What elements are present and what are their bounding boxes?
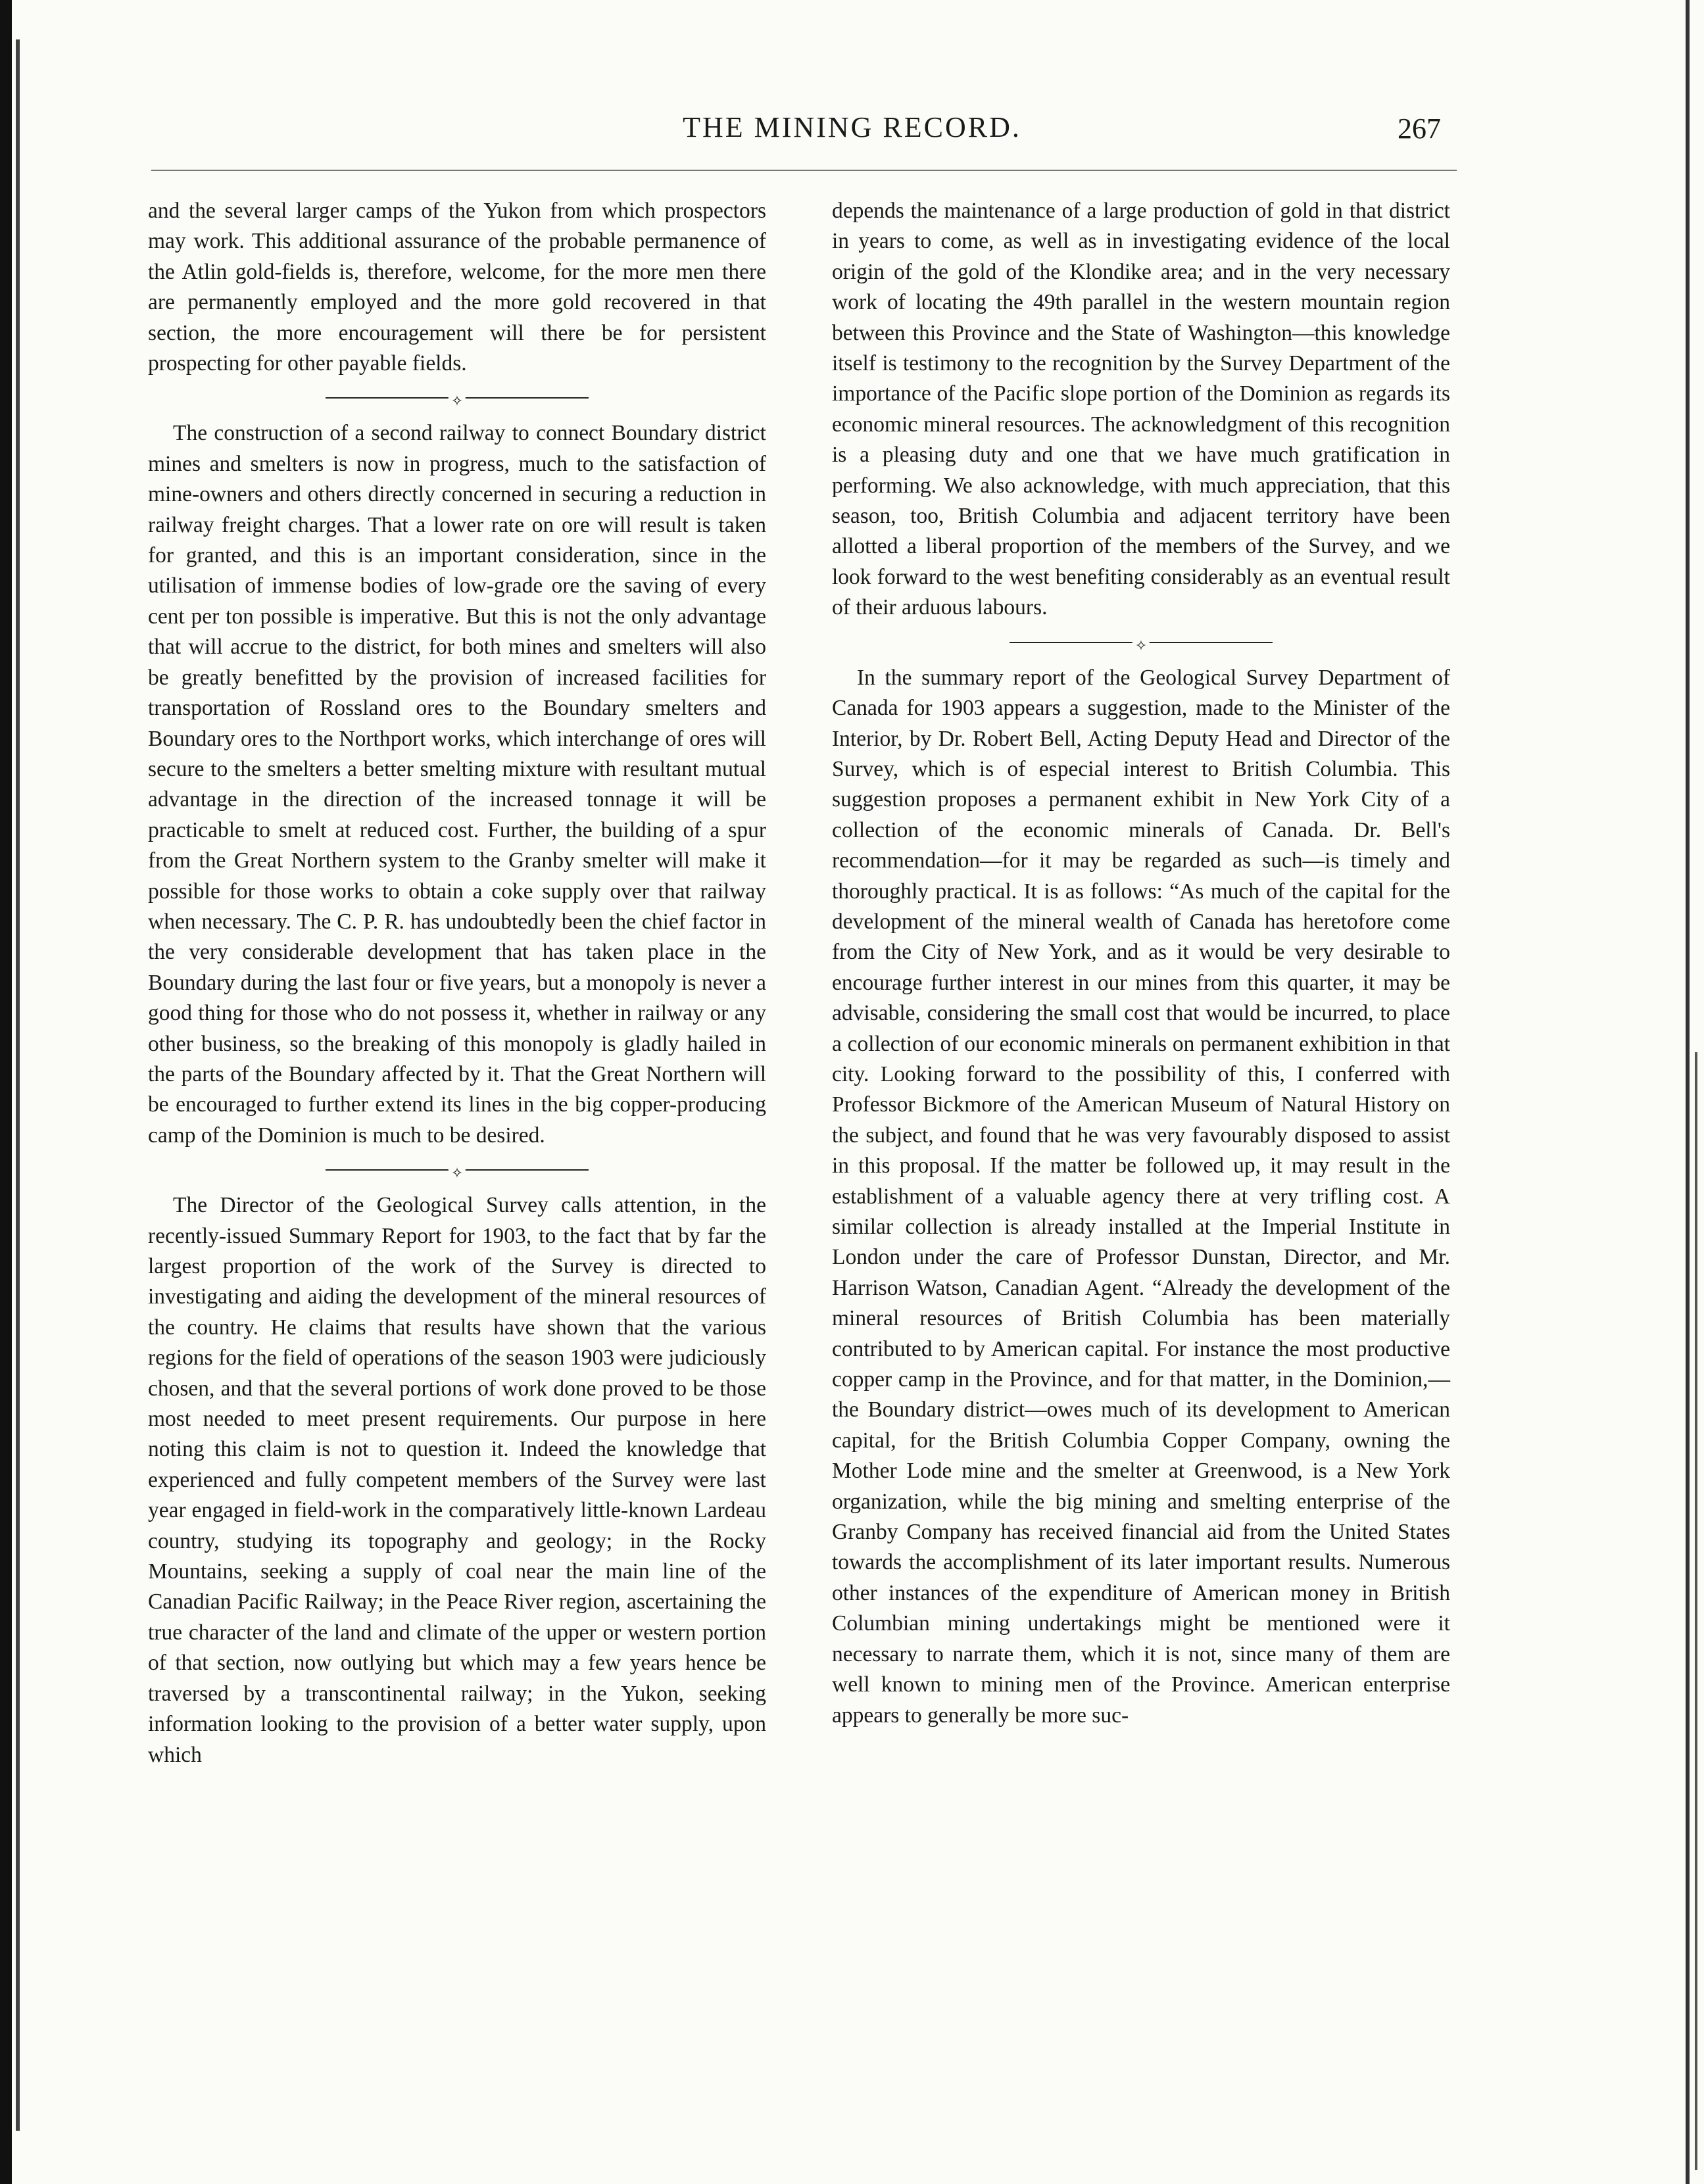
- section-divider: [326, 397, 589, 399]
- paragraph: The construction of a second railway to connect Boundary district mines and smelters is now in progress, much to the satisfaction of mine-owners and others directly concerned in securing a reduction in railway freight charges. That a lower rate on ore will result is taken for granted, and this is an important consideration, since in the utilisation of immense bodies of low-grade ore the saving of every cent per ton possible is imperative. But this is not the only advantage that will accrue to the district, for both mines and smelters will also be greatly benefitted by the provision of increased facilities for transportation of Rossland ores to the Boundary smelters and Boundary ores to the Northport works, which interchange of ores will secure to the smelters a better smelting mixture with resultant mutual advantage in the direction of the increased tonnage it will be practicable to smelt at reduced cost. Further, the building of a spur from the Great Northern system to the Granby smelter will make it possible for those works to obtain a coke supply over that railway when necessary. The C. P. R. has undoubtedly been the chief factor in the very considerable development that has taken place in the Boundary during the last four or five years, but a monopoly is never a good thing for those who do not possess it, whether in railway or any other business, so the breaking of this monopoly is gladly hailed in the parts of the Boundary affected by it. That the Great Northern will be encouraged to further extend its lines in the big copper-producing camp of the Dominion is much to be desired.: [148, 421, 766, 1148]
- paragraph: In the summary report of the Geological Survey Department of Canada for 1903 appears a suggestion, made to the Minister of the Interior, by Dr. Robert Bell, Acting Deputy Head and Director of the Survey, which is of especial interest to British Columbia. This suggestion proposes a permanent exhibit in New York City of a collection of the economic minerals of Canada. Dr. Bell's recommendation—for it may be regarded as such—is timely and thoroughly practical. It is as follows: “As much of the capital for the development of the mineral wealth of Canada has heretofore come from the City of New York, and as it would be very desirable to encourage further interest in our mines from this quarter, it may be advisable, considering the small cost that would be incurred, to place a collection of our economic minerals on permanent exhibition in that city. Looking forward to the possibility of this, I conferred with Professor Bickmore of the American Museum of Natural History on the subject, and found that he was very favourably disposed to assist in this proposal. If the matter be followed up, it may result in the establishment of a valuable agency there at very trifling cost. A similar collection is already installed at the Imperial Institute in London under the care of Professor Dunstan, Director, and Mr. Harrison Watson, Canadian Agent. “Already the development of the mineral resources of British Columbia has been materially contributed to by American capital. For instance the most productive copper camp in the Province, and for that matter, in the Dominion,—the Boundary district—owes much of its development to American capital, for the British Columbia Copper Company, owning the Mother Lode mine and the smelter at Greenwood, is a New York organization, while the big mining and smelting enterprise of the Granby Company has received financial aid from the United States towards the accomplishment of its later important results. Numerous other instances of the expenditure of American money in British Columbian mining undertakings might be mentioned were it necessary to narrate them, which it is not, since many of them are well known to mining men of the Province. American enterprise appears to generally be more suc-: [832, 665, 1450, 1728]
- paragraph: depends the maintenance of a large production of gold in that district in years to come, as well as in investigating evidence of the local origin of the gold of the Klondike area; and in the very necessary work of locating the 49th parallel in the western mountain region between this Province and the State of Washington—this knowledge itself is testimony to the recognition by the Survey Department of the importance of the Pacific slope portion of the Dominion as regards its economic mineral resources. The acknowledgment of this recognition is a pleasing duty and one that we have much gratification in performing. We also acknowledge, with much appreciation, that this season, too, British Columbia and adjacent territory have been allotted a liberal proportion of the members of the Survey, and we look forward to the west benefiting considerably as an eventual result of their arduous labours.: [832, 199, 1450, 620]
- page-number: 267: [1398, 112, 1441, 145]
- left-column: [148, 196, 766, 1770]
- right-column: [832, 196, 1450, 1731]
- header-rule: [151, 170, 1457, 171]
- scan-edge-left-inner: [16, 39, 20, 2131]
- running-title: THE MINING RECORD.: [683, 111, 1021, 143]
- section-divider: [326, 1169, 589, 1171]
- section-divider: [1010, 642, 1273, 643]
- scan-edge-left: [0, 0, 12, 2184]
- scan-edge-right-inner: [1695, 1052, 1697, 2170]
- page-header: [0, 110, 1704, 157]
- paragraph: and the several larger camps of the Yukon from which prospectors may work. This additional assurance of the probable permanence of the Atlin gold-fields is, therefore, welcome, for the more men there are permanently employed and the more gold recovered in that section, the more encouragement will there be for persistent prospecting for other payable fields.: [148, 199, 766, 376]
- paragraph: The Director of the Geological Survey calls attention, in the recently-issued Summary Report for 1903, to the fact that by far the largest proportion of the work of the Survey is directed to investigating and aiding the development of the mineral resources of the country. He claims that results have shown that the various regions for the field of operations of the season 1903 were judiciously chosen, and that the several portions of work done proved to be those most needed to meet present requirements. Our purpose in here noting this claim is not to question it. Indeed the knowledge that experienced and fully competent members of the Survey were last year engaged in field-work in the comparatively little-known Lardeau country, studying its topography and geology; in the Rocky Mountains, seeking a supply of coal near the main line of the Canadian Pacific Railway; in the Peace River region, ascertaining the true character of the land and climate of the upper or western portion of that section, now outlying but which may a few years hence be traversed by a transcontinental railway; in the Yukon, seeking information looking to the provision of a better water supply, upon which: [148, 1193, 766, 1767]
- scan-edge-right: [1686, 0, 1690, 2184]
